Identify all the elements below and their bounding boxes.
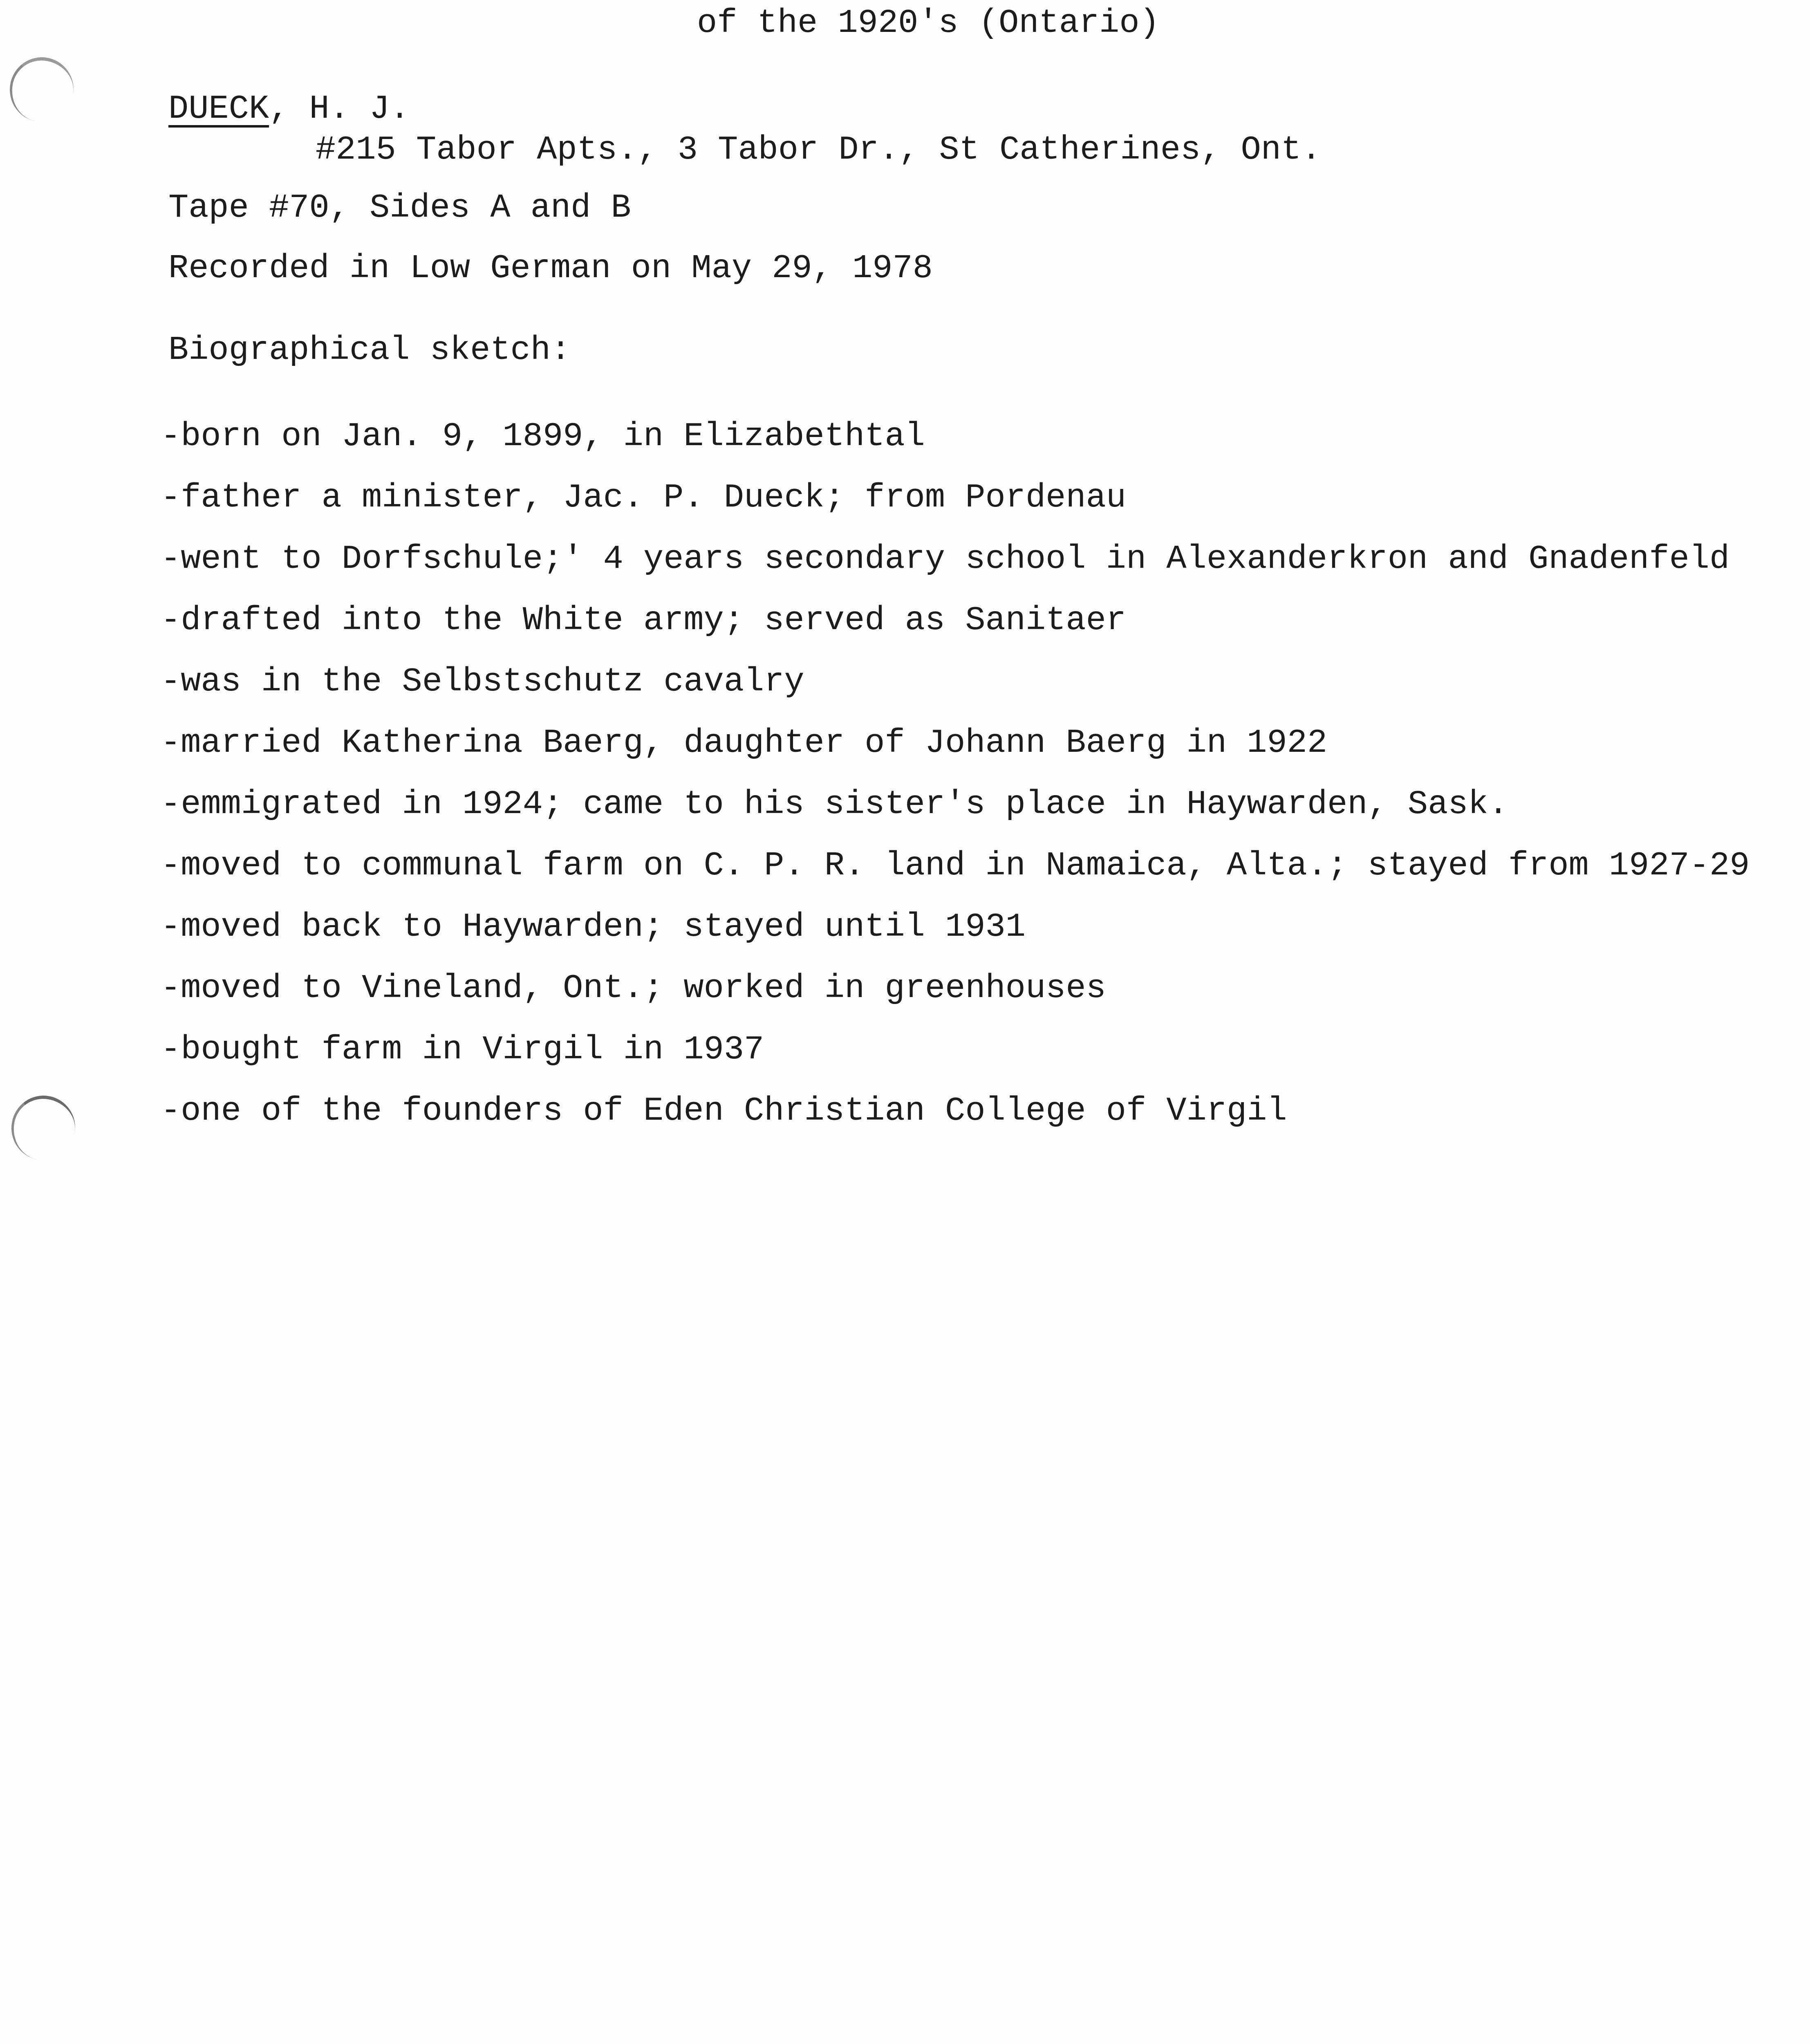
list-item: -one of the founders of Eden Christian College of Virgil xyxy=(161,1092,1287,1130)
bio-heading: Biographical sketch: xyxy=(168,331,571,369)
page-title-fragment: of the 1920's (Ontario) xyxy=(697,4,1160,42)
list-item: -father a minister, Jac. P. Dueck; from Pordenau xyxy=(161,479,1126,517)
list-item: -drafted into the White army; served as Sanitaer xyxy=(161,601,1126,639)
list-item: -bought farm in Virgil in 1937 xyxy=(161,1031,764,1069)
list-item: -went to Dorfschule;' 4 years secondary school in Alexanderkron and Gnadenfeld xyxy=(161,540,1730,578)
binder-hole-top xyxy=(4,52,78,127)
interviewee-initials: , H. J. xyxy=(269,90,410,128)
list-item: -moved to Vineland, Ont.; worked in greenhouses xyxy=(161,969,1106,1007)
interviewee-surname: DUECK xyxy=(168,90,269,128)
list-item: -moved back to Haywarden; stayed until 1931 xyxy=(161,908,1026,946)
interviewee-address: #215 Tabor Apts., 3 Tabor Dr., St Catherines, Ont. xyxy=(316,131,1322,169)
bio-list xyxy=(161,417,1750,1156)
binder-hole-middle xyxy=(6,1091,80,1165)
list-item: -born on Jan. 9, 1899, in Elizabethtal xyxy=(161,417,925,455)
list-item: -emmigrated in 1924; came to his sister's place in Haywarden, Sask. xyxy=(161,785,1508,823)
list-item: -was in the Selbstschutz cavalry xyxy=(161,663,804,701)
list-item: -moved to communal farm on C. P. R. land in Namaica, Alta.; stayed from 1927-29 xyxy=(161,847,1750,885)
interviewee-name xyxy=(168,92,410,126)
tape-info: Tape #70, Sides A and B xyxy=(168,189,631,227)
recording-info: Recorded in Low German on May 29, 1978 xyxy=(168,249,933,287)
list-item: -married Katherina Baerg, daughter of Johann Baerg in 1922 xyxy=(161,724,1328,762)
